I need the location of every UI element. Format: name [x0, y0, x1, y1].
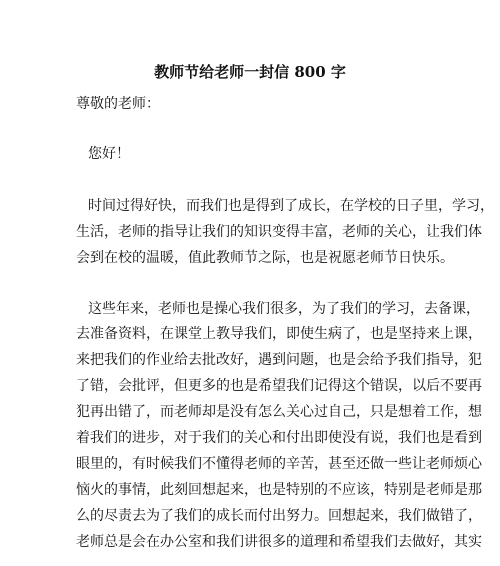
salutation: 尊敬的老师：	[76, 96, 160, 112]
paragraph-2-line: 犯再出错了，而老师却是没有怎么关心过自己，只是想着工作，想	[76, 404, 482, 420]
paragraph-2-line: 么的尽责去为了我们的成长而付出努力。回想起来，我们做错了，	[76, 508, 482, 524]
paragraph-2-line: 去准备资料，在课堂上教导我们，即使生病了，也是坚持来上课，	[76, 326, 482, 342]
paragraph-2-line: 着我们的进步，对于我们的关心和付出即使没有说，我们也是看到	[76, 430, 482, 446]
greeting: 您好！	[88, 146, 130, 162]
document-title: 教师节给老师一封信 800 字	[154, 63, 346, 81]
paragraph-2-line: 来把我们的作业给去批改好，遇到问题，也是会给予我们指导，犯	[76, 352, 482, 368]
paragraph-2-line: 了错，会批评，但更多的也是希望我们记得这个错误，以后不要再	[76, 378, 482, 394]
paragraph-1-line: 时间过得好快，而我们也是得到了成长，在学校的日子里，学习，	[88, 198, 494, 214]
paragraph-2-line: 这些年来，老师也是操心我们很多，为了我们的学习，去备课，	[88, 301, 480, 317]
paragraph-2-line: 眼里的，有时候我们不懂得老师的辛苦，甚至还做一些让老师烦心	[76, 456, 482, 472]
paragraph-2-line: 恼火的事情，此刻回想起来，也是特别的不应该，特别是老师是那	[76, 482, 482, 498]
paragraph-1-line: 会到在校的温暖，值此教师节之际，也是祝愿老师节日快乐。	[76, 250, 454, 266]
paragraph-1-line: 生活，老师的指导让我们的知识变得丰富，老师的关心，让我们体	[76, 224, 482, 240]
paragraph-2-line: 老师总是会在办公室和我们讲很多的道理和希望我们去做好，其实	[76, 534, 482, 550]
